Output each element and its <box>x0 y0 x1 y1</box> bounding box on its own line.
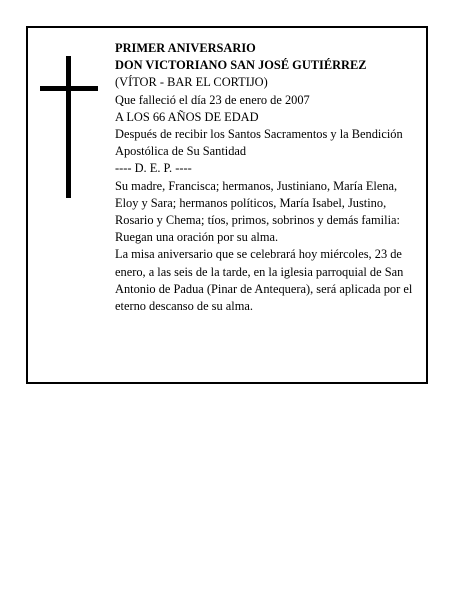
prayer-request: Ruegan una oración por su alma. <box>115 230 279 245</box>
age-at-death: A LOS 66 AÑOS DE EDAD <box>115 109 259 124</box>
notice-body <box>115 40 415 315</box>
mass-announcement: La misa aniversario que se celebrará hoy miércoles, 23 de enero, a las seis de la tarde, en la iglesia parroquial de San Antonio de Padua (Pinar de Antequera), será aplicada por el eterno descanso de su alma. <box>115 247 413 314</box>
family-text: Su madre, Francisca; hermanos, Justiniano, María Elena, Eloy y Sara; hermanos políticos, María Isabel, Justino, Rosario y Chema; tíos, primos, sobrinos y demás familia: <box>115 178 400 228</box>
rip-line: ---- D. E. P. ---- <box>115 161 192 176</box>
deceased-nickname: (VÍTOR - BAR EL CORTIJO) <box>115 75 268 90</box>
death-date: Que falleció el día 23 de enero de 2007 <box>115 92 310 107</box>
cross-horizontal-bar <box>40 86 98 91</box>
cross-vertical-bar <box>66 56 71 198</box>
deceased-name: DON VICTORIANO SAN JOSÉ GUTIÉRREZ <box>115 58 367 73</box>
cross-icon <box>40 56 100 200</box>
anniversary-heading: PRIMER ANIVERSARIO <box>115 41 256 55</box>
obituary-notice <box>26 26 428 384</box>
sacraments-text: Después de recibir los Santos Sacramentos y la Bendición Apostólica de Su Santidad <box>115 127 403 159</box>
